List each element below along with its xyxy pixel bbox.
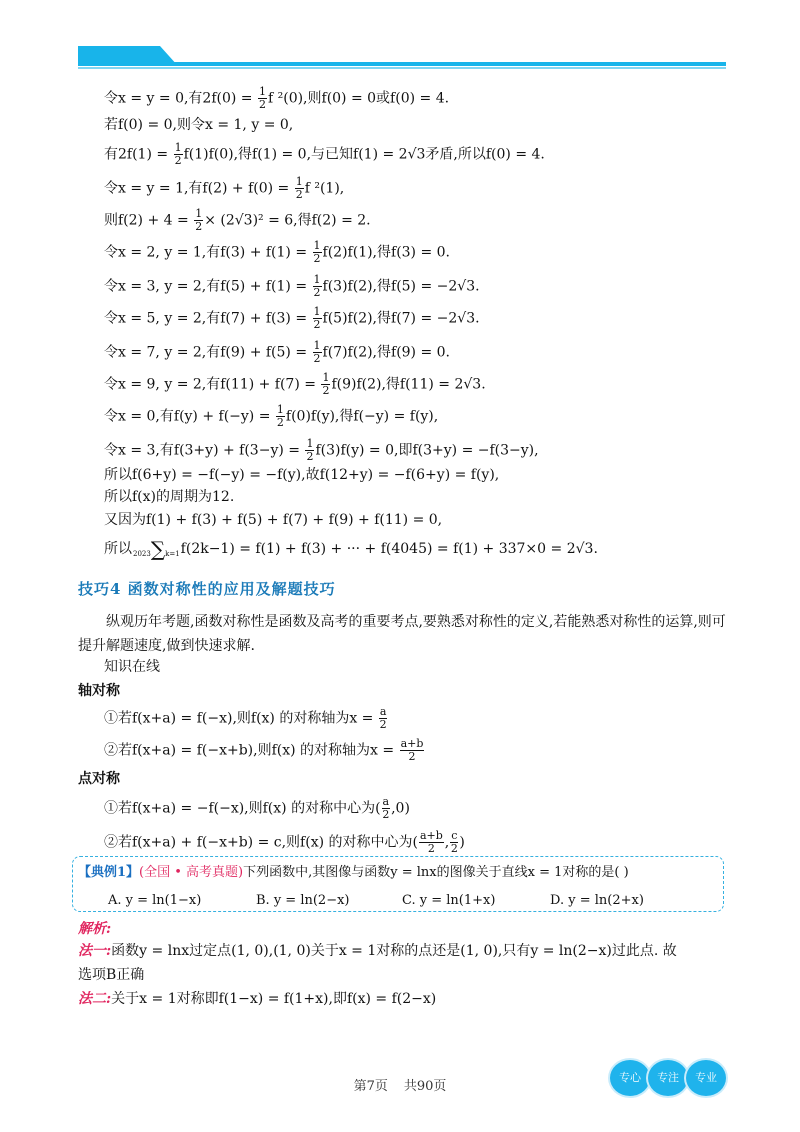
line-10: 令x = 9, y = 2,有f(11) + f(7) = $\frac{1}{2}$ f(9)f(2),得f(11) = 2√3. <box>104 371 486 397</box>
method-1-cont: 选项B正确 <box>78 967 145 983</box>
fraction: $\frac{a}{2}$ <box>379 705 387 731</box>
axis-rule-1: ①若f(x+a) = f(−x),则f(x) 的对称轴为x = $\frac{a}{2}$ <box>104 705 387 731</box>
axis-symmetry-heading: 轴对称 <box>78 683 120 699</box>
section-intro: 纵观历年考题,函数对称性是函数及高考的重要考点,要熟悉对称性的定义,若能熟悉对称性的运算,则可提升解题速度,做到快速求解. <box>78 614 726 654</box>
point-symmetry-heading: 点对称 <box>78 771 120 787</box>
section-title: 技巧4 函数对称性的应用及解题技巧 <box>78 580 336 598</box>
line-2: 若f(0) = 0,则令x = 1, y = 0, <box>104 117 294 133</box>
badge-3: 专业 <box>686 1060 726 1096</box>
header-rule <box>78 62 726 66</box>
point-rule-1: ①若f(x+a) = −f(−x),则f(x) 的对称中心为( $\frac{a}{2}$ ,0) <box>104 795 410 821</box>
line-14: 所以f(x)的周期为12. <box>104 489 235 505</box>
option-d: D. y = ln(2+x) <box>550 893 644 908</box>
summation-symbol: 2023∑k=1 <box>133 537 180 561</box>
option-b: B. y = ln(2−x) <box>256 893 350 908</box>
fraction-half: $\frac{1}{2}$ <box>195 207 203 233</box>
badge-1: 专心 <box>610 1060 650 1096</box>
option-c: C. y = ln(1+x) <box>402 893 496 908</box>
fraction-half: $\frac{1}{2}$ <box>174 141 182 167</box>
line-4: 令x = y = 1,有f(2) + f(0) = $\frac{1}{2}$ f ²(1), <box>104 175 345 201</box>
example-tag: 【典例1】 <box>78 865 140 880</box>
line-11: 令x = 0,有f(y) + f(−y) = $\frac{1}{2}$ f(0)f(y),得f(−y) = f(y), <box>104 403 439 429</box>
fraction-half: $\frac{1}{2}$ <box>322 371 330 397</box>
method-1: 法一:函数y = lnx过定点(1, 0),(1, 0)关于x = 1对称的点还是(1, 0),只有y = ln(2−x)过此点. 故 <box>78 943 677 959</box>
knowledge-heading: 知识在线 <box>104 659 160 675</box>
line-13: 所以f(6+y) = −f(−y) = −f(y),故f(12+y) = −f(6+y) = f(y), <box>104 467 500 483</box>
fraction: $\frac{a+b}{2}$ <box>400 737 424 763</box>
fraction-half: $\frac{1}{2}$ <box>295 175 303 201</box>
fraction: $\frac{c}{2}$ <box>450 829 458 855</box>
line-6: 令x = 2, y = 1,有f(3) + f(1) = $\frac{1}{2}$ f(2)f(1),得f(3) = 0. <box>104 239 451 265</box>
fraction-half: $\frac{1}{2}$ <box>313 273 321 299</box>
fraction-half: $\frac{1}{2}$ <box>313 339 321 365</box>
page-total: 共90页 <box>403 1079 447 1094</box>
fraction-half: $\frac{1}{2}$ <box>313 305 321 331</box>
line-9: 令x = 7, y = 2,有f(9) + f(5) = $\frac{1}{2}$ f(7)f(2),得f(9) = 0. <box>104 339 451 365</box>
fraction-half: $\frac{1}{2}$ <box>276 403 284 429</box>
line-16: 所以2023∑k=1f(2k−1) = f(1) + f(3) + ··· + f(4045) = f(1) + 337×0 = 2√3. <box>104 537 598 561</box>
line-15: 又因为f(1) + f(3) + f(5) + f(7) + f(9) + f(11) = 0, <box>104 512 443 528</box>
example-question: 【典例1】(全国 • 高考真题)下列函数中,其图像与函数y = lnx的图像关于直线x = 1对称的是( ) <box>78 865 629 880</box>
badge-2: 专注 <box>648 1060 688 1096</box>
page-number: 第7页 <box>353 1079 388 1094</box>
solution-label: 解析: <box>78 921 112 937</box>
line-12: 令x = 3,有f(3+y) + f(3−y) = $\frac{1}{2}$ f(3)f(y) = 0,即f(3+y) = −f(3−y), <box>104 437 539 463</box>
fraction-half: $\frac{1}{2}$ <box>306 437 314 463</box>
point-rule-2: ②若f(x+a) + f(−x+b) = c,则f(x) 的对称中心为( $\frac{a+b}{2}$ , $\frac{c}{2}$ ) <box>104 829 465 855</box>
header-rule-thin <box>78 67 726 69</box>
option-a: A. y = ln(1−x) <box>108 893 202 908</box>
fraction: $\frac{a}{2}$ <box>382 795 390 821</box>
line-3: 有2f(1) = $\frac{1}{2}$ f(1)f(0),得f(1) = 0,与已知f(1) = 2√3矛盾,所以f(0) = 4. <box>104 141 545 167</box>
line-1: 令x = y = 0,有2f(0) = $\frac{1}{2}$ f ²(0),则f(0) = 0或f(0) = 4. <box>104 85 450 111</box>
line-5: 则f(2) + 4 = $\frac{1}{2}$ × (2√3)² = 6,得f(2) = 2. <box>104 207 371 233</box>
line-7: 令x = 3, y = 2,有f(5) + f(1) = $\frac{1}{2}$ f(3)f(2),得f(5) = −2√3. <box>104 273 480 299</box>
example-source: (全国 • 高考真题) <box>139 865 244 880</box>
line-8: 令x = 5, y = 2,有f(7) + f(3) = $\frac{1}{2}$ f(5)f(2),得f(7) = −2√3. <box>104 305 480 331</box>
fraction-half: $\frac{1}{2}$ <box>258 85 266 111</box>
fraction: $\frac{a+b}{2}$ <box>419 829 443 855</box>
axis-rule-2: ②若f(x+a) = f(−x+b),则f(x) 的对称轴为x = $\frac{a+b}{2}$ <box>104 737 424 763</box>
method-2: 法二:关于x = 1对称即f(1−x) = f(1+x),即f(x) = f(2−x) <box>78 991 437 1007</box>
fraction-half: $\frac{1}{2}$ <box>313 239 321 265</box>
